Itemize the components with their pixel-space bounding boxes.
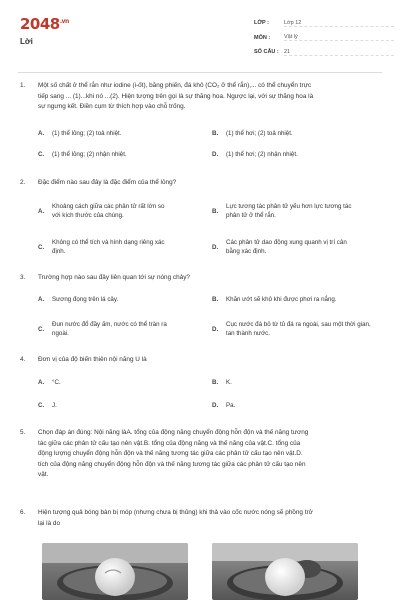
option-text: Các phân tử dao động xung quanh vị trí cân bằng xác định. (226, 239, 347, 255)
option-text: Cục nước đá bỏ từ tủ đá ra ngoài, sau một thời gian, tan thành nước. (226, 321, 371, 337)
question-text-line: Chọn đáp án đúng: Nội năng làA. tổng của động năng chuyển động hỗn độn và thế năng tương (38, 429, 309, 436)
question-number: 3. (20, 274, 26, 281)
question-text-line: lại là do (38, 519, 61, 527)
option-letter: D. (212, 151, 219, 158)
option-text: (1) thể lỏng; (2) nhận nhiệt. (52, 151, 127, 158)
logo-suffix: .vn (59, 18, 69, 25)
option-3c[interactable] (38, 318, 203, 340)
question-number: 6. (20, 509, 26, 516)
option-letter: B. (212, 296, 219, 303)
meta-key: LỚP : (254, 20, 269, 27)
option-4d[interactable] (212, 401, 382, 410)
meta-key: MÔN : (254, 34, 271, 41)
question-number: 4. (20, 356, 26, 363)
option-text: Pa. (226, 402, 236, 409)
option-letter: C. (38, 325, 45, 333)
option-text: (1) thể lỏng; (2) toả nhiệt. (52, 130, 122, 137)
option-letter: D. (212, 243, 219, 251)
meta-value: 21 (284, 49, 394, 56)
question-1 (20, 81, 382, 113)
section-title: Lời (20, 37, 33, 46)
question-5 (20, 428, 382, 481)
meta-row-count (254, 45, 394, 60)
option-3b[interactable] (212, 295, 382, 304)
option-4b[interactable] (212, 378, 382, 387)
photo-ball-dented (42, 543, 188, 600)
question-text-line: vật. (38, 471, 49, 478)
question-4 (20, 355, 382, 366)
photo-ball-restored-icon (212, 543, 358, 600)
option-letter: C. (38, 402, 45, 409)
question-text-line: Đặc điểm nào sau đây là đặc điểm của thể lỏng? (38, 179, 177, 186)
option-2a[interactable] (38, 200, 203, 222)
meta-value: Lớp 12 (284, 20, 394, 27)
question-6 (20, 508, 382, 529)
option-text: Không có thể tích và hình dạng riêng xác định. (52, 239, 165, 255)
option-1c[interactable] (38, 150, 198, 159)
option-letter: B. (212, 207, 219, 215)
question-text-line: Một số chất ở thể rắn như iodine (i-ốt), băng phiến, đá khô (CO₂ ở thể rắn),... có thể chuyển trực (38, 82, 312, 89)
option-text: °C. (52, 379, 61, 386)
exam-meta (254, 16, 394, 60)
option-letter: A. (38, 296, 45, 303)
option-text: (1) thể hơi; (2) toả nhiệt. (226, 130, 293, 137)
logo-text: 2048 (20, 15, 60, 33)
question-number: 1. (20, 82, 26, 89)
option-3d[interactable] (212, 318, 382, 340)
question-text-line: Đơn vị của độ biến thiên nội năng U là (38, 356, 147, 363)
option-text: (1) thể hơi; (2) nhận nhiệt. (226, 151, 298, 158)
photo-ball-restored (212, 543, 358, 600)
question-text-line: động lượng chuyển động hỗn độn và thế năng tương tác giữa các phân tử cấu tạo nên vật.D. (38, 450, 303, 457)
option-letter: B. (212, 130, 219, 137)
option-text: Lực tương tác phân tử yếu hơn lực tương tác phân tử ở thể rắn. (226, 203, 352, 219)
option-2d[interactable] (212, 236, 382, 258)
option-letter: A. (38, 207, 45, 215)
page-header (0, 0, 400, 66)
question-number: 5. (20, 429, 26, 436)
photo-ball-dented-icon (42, 543, 188, 600)
question-text-line: tích của động năng chuyển động hỗn độn và thế năng tương tác giữa các phân tử cấu tạo nên (38, 460, 306, 468)
meta-row-class (254, 16, 394, 31)
option-1d[interactable] (212, 150, 382, 159)
option-letter: D. (212, 402, 219, 409)
question-text-line: sự ngưng kết. Điền cụm từ thích hợp vào chỗ trống. (38, 103, 186, 110)
question-number: 2. (20, 179, 26, 186)
question-text-line: Trường hợp nào sau đây liên quan tới sự nóng chảy? (38, 274, 190, 281)
option-3a[interactable] (38, 295, 203, 304)
option-1b[interactable] (212, 129, 382, 138)
header-divider (18, 72, 382, 73)
meta-value: Vật lý (284, 34, 394, 41)
option-text: Khăn ướt sẽ khô khi được phơi ra nắng. (226, 296, 337, 303)
option-letter: A. (38, 130, 45, 137)
question-text-line: tác giữa các phân tử cấu tạo nên vật.B. tổng của động năng và thế năng của vật.C. tổng của (38, 439, 301, 447)
question-text-line: tiếp sang ... (1)...khi nó ...(2). Hiện tượng trên gọi là sự thăng hoa. Ngược lại, với sự thăng hoa là (38, 92, 314, 100)
option-letter: B. (212, 379, 219, 386)
option-4c[interactable] (38, 401, 203, 410)
question-text-line: Hiện tượng quả bóng bàn bị móp (nhưng chưa bị thủng) khi thả vào cốc nước nóng sẽ phồng trở (38, 509, 313, 516)
option-text: K. (226, 379, 232, 386)
option-letter: A. (38, 379, 45, 386)
question-3 (20, 273, 382, 284)
meta-row-subject (254, 31, 394, 46)
option-2c[interactable] (38, 236, 203, 258)
option-letter: C. (38, 151, 45, 158)
option-2b[interactable] (212, 200, 382, 222)
option-text: Đun nước đổ đầy ấm, nước có thể tràn ra ngoài. (52, 321, 167, 337)
option-letter: C. (38, 243, 45, 251)
question-2 (20, 178, 382, 189)
option-text: J. (52, 402, 57, 409)
option-letter: D. (212, 325, 219, 333)
option-text: Khoảng cách giữa các phân tử rất lớn so với kích thước của chúng. (52, 203, 165, 219)
option-1a[interactable] (38, 129, 198, 138)
option-4a[interactable] (38, 378, 203, 387)
option-text: Sương đọng trên lá cây. (52, 296, 119, 303)
meta-key: SỐ CÂU : (254, 49, 279, 56)
site-logo[interactable] (20, 15, 69, 33)
